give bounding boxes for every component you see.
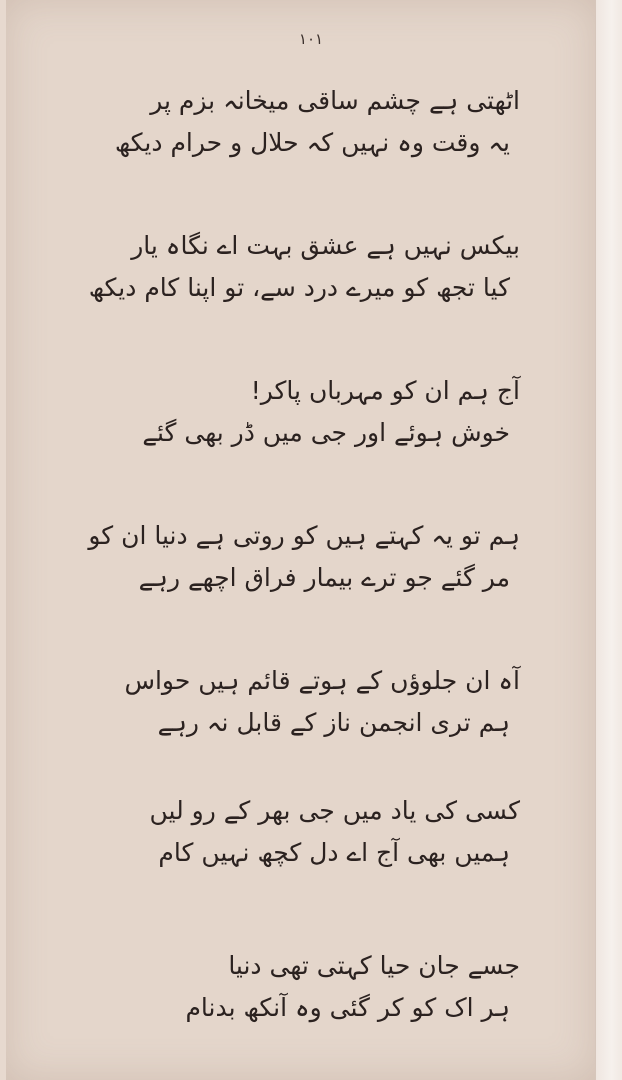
couplet-7-line-1: جسے جان حیا کہتی تھی دنیا (228, 951, 520, 980)
couplet-1 (110, 80, 520, 164)
couplet-5-line-1: آہ ان جلوؤں کے ہوتے قائم ہیں حواس (124, 666, 520, 695)
couplet-4-line-2: مر گئے جو ترے بیمار فراق اچھے رہے (138, 563, 510, 592)
couplet-7 (110, 945, 520, 1029)
couplet-3 (110, 370, 520, 454)
couplet-2-line-1: بیکس نہیں ہے عشق بہت اے نگاہ یار (131, 231, 520, 260)
couplet-2 (88, 225, 520, 309)
couplet-7-line-2: ہر اک کو کر گئی وہ آنکھ بدنام (185, 993, 510, 1022)
couplet-4-line-1: ہم تو یہ کہتے ہیں کو روتی ہے دنیا ان کو (88, 521, 520, 550)
couplet-5-line-2: ہم تری انجمن ناز کے قابل نہ رہے (157, 708, 510, 737)
couplet-6-line-1: کسی کی یاد میں جی بھر کے رو لیں (149, 796, 520, 825)
couplet-3-line-2: خوش ہوئے اور جی میں ڈر بھی گئے (142, 418, 510, 447)
couplet-6 (110, 790, 520, 874)
couplet-6-line-2: ہمیں بھی آج اے دل کچھ نہیں کام (158, 838, 510, 867)
couplet-3-line-1: آج ہم ان کو مہرباں پاکر! (250, 376, 520, 405)
couplet-1-line-1: اٹھتی ہے چشم ساقی میخانہ بزم پر (150, 86, 520, 115)
page-number: ۱۰۱ (298, 30, 324, 48)
couplet-2-line-2: کیا تجھ کو میرے درد سے، تو اپنا کام دیکھ (88, 273, 510, 302)
couplet-4 (88, 515, 520, 599)
couplet-1-line-2: یہ وقت وہ نہیں کہ حلال و حرام دیکھ (114, 128, 510, 157)
page-edge (595, 0, 622, 1080)
couplet-5 (110, 660, 520, 744)
